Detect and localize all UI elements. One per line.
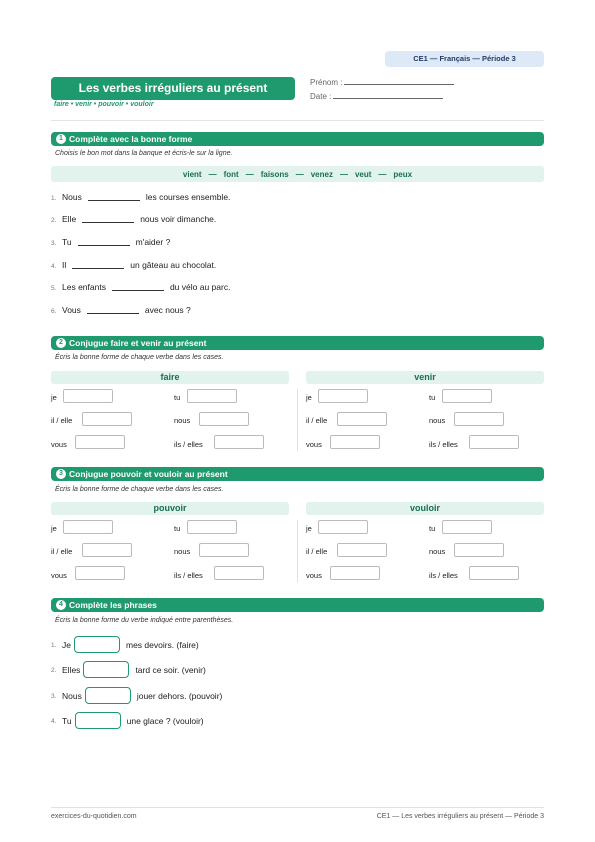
pronoun-label: tu	[429, 524, 436, 533]
pronoun-label: vous	[306, 571, 322, 580]
item-number: 2.	[51, 217, 57, 224]
word-separator: —	[378, 169, 387, 179]
exercise-1-item	[51, 237, 170, 247]
faire-nous-input[interactable]	[199, 412, 249, 426]
level-badge: CE1 — Français — Période 3	[385, 51, 544, 67]
verb-header-venir: venir	[306, 371, 544, 384]
pouvoir-je-input[interactable]	[63, 520, 113, 534]
item-text-before: Il	[62, 260, 67, 270]
item-text-before: Tu	[62, 237, 72, 247]
item-text-before: Nous	[62, 690, 82, 701]
item-text-before: Elle	[62, 214, 77, 224]
prenom-label: Prénom :	[310, 78, 343, 87]
pronoun-label: tu	[174, 524, 181, 533]
section-4-header	[51, 598, 544, 612]
pronoun-label: nous	[429, 547, 446, 556]
word-bank-item: peux	[393, 169, 413, 179]
section-4-number: 4	[56, 600, 66, 610]
header-divider	[51, 120, 544, 121]
answer-line[interactable]	[78, 237, 130, 246]
word-bank-item: font	[223, 169, 239, 179]
pronoun-label: je	[306, 524, 312, 533]
answer-box[interactable]	[85, 687, 131, 704]
pronoun-label: je	[51, 524, 57, 533]
item-text-after: mes devoirs. (faire)	[125, 639, 199, 650]
date-label: Date :	[310, 92, 332, 101]
footer-website: exercices-du-quotidien.com	[51, 813, 137, 820]
exercise-4-item	[51, 636, 199, 653]
exercise-4-item	[51, 712, 204, 729]
item-text-after: une glace ? (vouloir)	[126, 715, 204, 726]
exercise-1-item	[51, 260, 216, 270]
section-3-header	[51, 467, 544, 481]
answer-box[interactable]	[83, 661, 129, 678]
item-text-after: jouer dehors. (pouvoir)	[136, 690, 223, 701]
exercise-1-item	[51, 214, 216, 224]
word-bank-item: faisons	[260, 169, 289, 179]
answer-line[interactable]	[72, 260, 124, 269]
section-2-header	[51, 336, 544, 350]
item-number: 2.	[51, 667, 57, 674]
pouvoir-nous-input[interactable]	[199, 543, 249, 557]
word-bank-item: venez	[310, 169, 333, 179]
date-blank[interactable]	[333, 91, 443, 99]
answer-line[interactable]	[88, 192, 140, 201]
prenom-field[interactable]	[310, 77, 454, 87]
venir-tu-input[interactable]	[442, 389, 492, 403]
pouvoir-ils-input[interactable]	[214, 566, 264, 580]
vouloir-vous-input[interactable]	[330, 566, 380, 580]
exercise-4-item	[51, 687, 222, 704]
faire-il-input[interactable]	[82, 412, 132, 426]
vouloir-tu-input[interactable]	[442, 520, 492, 534]
pronoun-label: il / elle	[306, 547, 328, 556]
column-divider	[297, 520, 298, 582]
word-separator: —	[208, 169, 217, 179]
item-number: 1.	[51, 195, 57, 202]
pronoun-label: il / elle	[51, 416, 73, 425]
item-text-after: un gâteau au chocolat.	[130, 260, 217, 270]
section-2-instruction: Écris la bonne forme de chaque verbe dans les cases.	[55, 354, 224, 361]
venir-nous-input[interactable]	[454, 412, 504, 426]
prenom-blank[interactable]	[344, 77, 454, 85]
answer-line[interactable]	[87, 305, 139, 314]
pronoun-label: vous	[51, 571, 67, 580]
verb-header-vouloir: vouloir	[306, 502, 544, 515]
answer-box[interactable]	[74, 636, 120, 653]
item-text-before: Elles	[62, 664, 81, 675]
answer-line[interactable]	[82, 214, 134, 223]
pronoun-label: tu	[429, 393, 436, 402]
item-number: 3.	[51, 240, 57, 247]
answer-line[interactable]	[112, 282, 164, 291]
pronoun-label: il / elle	[51, 547, 73, 556]
section-1-instruction: Choisis le bon mot dans la banque et écris-le sur la ligne.	[55, 150, 233, 157]
item-text-after: m'aider ?	[135, 237, 171, 247]
pouvoir-il-input[interactable]	[82, 543, 132, 557]
faire-je-input[interactable]	[63, 389, 113, 403]
item-text-after: avec nous ?	[144, 305, 191, 315]
footer-divider	[51, 807, 544, 808]
section-4-title: Complète les phrases	[69, 600, 157, 610]
section-3-instruction: Écris la bonne forme de chaque verbe dans les cases.	[55, 486, 224, 493]
footer-page-info: CE1 — Les verbes irréguliers au présent — Période 3	[376, 813, 544, 820]
vouloir-il-input[interactable]	[337, 543, 387, 557]
item-text-before: Tu	[62, 715, 72, 726]
item-number: 4.	[51, 263, 57, 270]
section-1-number: 1	[56, 134, 66, 144]
venir-vous-input[interactable]	[330, 435, 380, 449]
exercise-1-item	[51, 192, 230, 202]
pronoun-label: ils / elles	[429, 571, 458, 580]
worksheet-subtitle: faire • venir • pouvoir • vouloir	[54, 101, 154, 108]
item-text-after: nous voir dimanche.	[140, 214, 217, 224]
worksheet-title: Les verbes irréguliers au présent	[51, 77, 295, 100]
item-text-after: du vélo au parc.	[169, 282, 231, 292]
section-4-instruction: Écris la bonne forme du verbe indiqué entre parenthèses.	[55, 617, 234, 624]
venir-ils-input[interactable]	[469, 435, 519, 449]
pouvoir-vous-input[interactable]	[75, 566, 125, 580]
faire-ils-input[interactable]	[214, 435, 264, 449]
faire-tu-input[interactable]	[187, 389, 237, 403]
item-number: 5.	[51, 285, 57, 292]
item-text-before: Je	[62, 639, 71, 650]
faire-vous-input[interactable]	[75, 435, 125, 449]
vouloir-je-input[interactable]	[318, 520, 368, 534]
verb-header-pouvoir: pouvoir	[51, 502, 289, 515]
section-3-number: 3	[56, 469, 66, 479]
pronoun-label: il / elle	[306, 416, 328, 425]
answer-box[interactable]	[75, 712, 121, 729]
exercise-1-item	[51, 305, 191, 315]
date-field[interactable]	[310, 91, 443, 101]
pronoun-label: nous	[429, 416, 446, 425]
item-text-after: les courses ensemble.	[145, 192, 231, 202]
section-3-title: Conjugue pouvoir et vouloir au présent	[69, 469, 228, 479]
exercise-1-item	[51, 282, 230, 292]
pronoun-label: nous	[174, 416, 191, 425]
vouloir-ils-input[interactable]	[469, 566, 519, 580]
pronoun-label: vous	[306, 440, 322, 449]
pouvoir-tu-input[interactable]	[187, 520, 237, 534]
word-separator: —	[295, 169, 304, 179]
pronoun-label: ils / elles	[174, 440, 203, 449]
item-text-after: tard ce soir. (venir)	[135, 664, 206, 675]
item-number: 1.	[51, 642, 57, 649]
word-separator: —	[245, 169, 254, 179]
item-text-before: Nous	[62, 192, 82, 202]
pronoun-label: vous	[51, 440, 67, 449]
word-bank	[51, 166, 544, 182]
section-1-title: Complète avec la bonne forme	[69, 134, 193, 144]
pronoun-label: je	[51, 393, 57, 402]
verb-header-faire: faire	[51, 371, 289, 384]
pronoun-label: tu	[174, 393, 181, 402]
pronoun-label: ils / elles	[174, 571, 203, 580]
exercise-4-item	[51, 661, 206, 678]
word-separator: —	[339, 169, 348, 179]
section-1-header	[51, 132, 544, 146]
section-2-title: Conjugue faire et venir au présent	[69, 338, 207, 348]
venir-je-input[interactable]	[318, 389, 368, 403]
item-number: 3.	[51, 693, 57, 700]
word-bank-item: veut	[354, 169, 372, 179]
item-text-before: Vous	[62, 305, 81, 315]
section-2-number: 2	[56, 338, 66, 348]
word-bank-item: vient	[182, 169, 202, 179]
item-number: 4.	[51, 718, 57, 725]
item-text-before: Les enfants	[62, 282, 106, 292]
vouloir-nous-input[interactable]	[454, 543, 504, 557]
item-number: 6.	[51, 308, 57, 315]
pronoun-label: ils / elles	[429, 440, 458, 449]
venir-il-input[interactable]	[337, 412, 387, 426]
pronoun-label: nous	[174, 547, 191, 556]
column-divider	[297, 389, 298, 451]
pronoun-label: je	[306, 393, 312, 402]
